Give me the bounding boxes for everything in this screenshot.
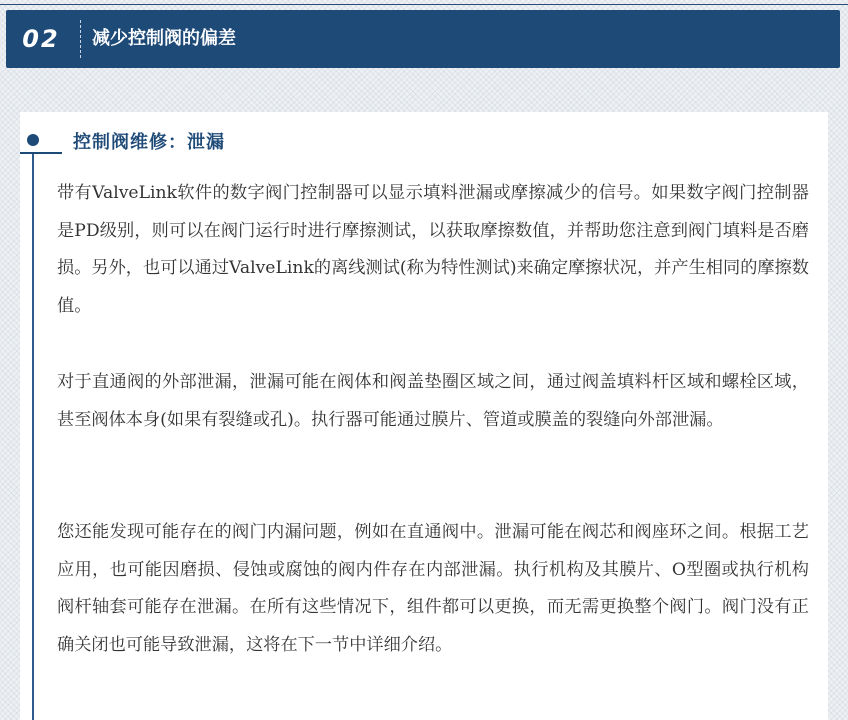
- section-title: 减少控制阀的偏差: [92, 28, 236, 49]
- subtitle-underline: [20, 152, 62, 154]
- section-header: [6, 10, 840, 68]
- paragraph-2: 对于直通阀的外部泄漏，泄漏可能在阀体和阀盖垫圈区域之间，通过阀盖填料杆区域和螺栓区域，甚至阀体本身(如果有裂缝或孔)。执行器可能通过膜片、管道或膜盖的裂缝向外部泄漏。: [57, 372, 809, 430]
- top-rule: [0, 4, 848, 5]
- paragraph-3: 您还能发现可能存在的阀门内漏问题，例如在直通阀中。泄漏可能在阀芯和阀座环之间。根据工艺应用，也可能因磨损、侵蚀或腐蚀的阀内件存在内部泄漏。执行机构及其膜片、O型圈或执行机构阀杆轴套可能存在泄漏。在所有这些情况下，组件都可以更换，而无需更换整个阀门。阀门没有正确关闭也可能导致泄漏，这将在下一节中详细介绍。: [57, 522, 809, 655]
- section-number: 02: [22, 25, 60, 53]
- paragraph-1: 带有ValveLink软件的数字阀门控制器可以显示填料泄漏或摩擦减少的信号。如果数字阀门控制器是PD级别，则可以在阀门运行时进行摩擦测试，以获取摩擦数值，并帮助您注意到阀门填料是否磨损。另外，也可以通过ValveLink的离线测试(称为特性测试)来确定摩擦状况，并产生相同的摩擦数值。: [57, 183, 809, 316]
- subsection-title: 控制阀维修：泄漏: [73, 132, 225, 153]
- header-divider: [80, 20, 81, 58]
- content-left-rule: [32, 154, 34, 720]
- bullet-dot-icon: [27, 134, 39, 146]
